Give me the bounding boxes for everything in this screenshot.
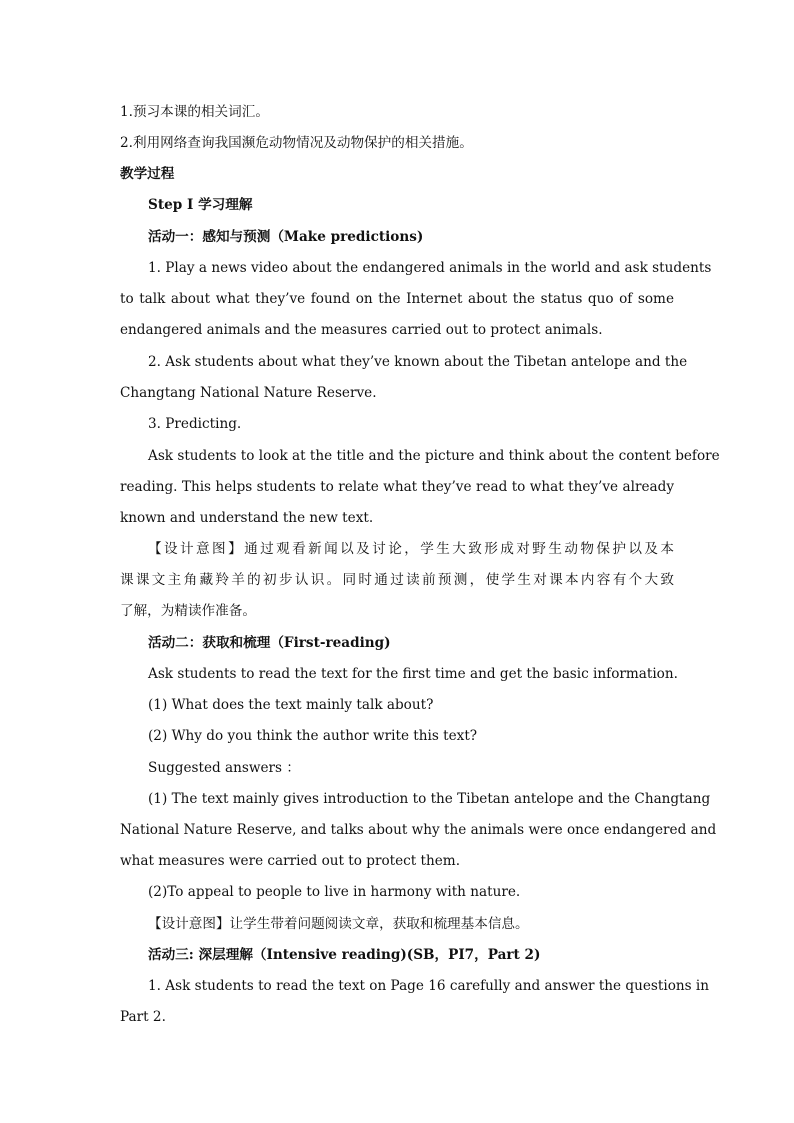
activity-2-answer-line: what measures were carried out to protect them.: [120, 853, 461, 869]
section-title: 教学过程: [120, 166, 175, 182]
activity-1-para-line: 3. Predicting.: [148, 416, 242, 432]
design-intent-1-line: 了解，为精读作准备。: [120, 603, 256, 619]
activity-3-para-line: 1. Ask students to read the text on Page 16 carefully and answer the questions in: [148, 978, 710, 994]
design-intent-1-line: 课课文主角藏羚羊的初步认识。同时通过读前预测，使学生对课本内容有个大致: [120, 572, 674, 588]
activity-2-answer-line: (1) The text mainly gives introduction to the Tibetan antelope and the Changtang: [148, 791, 711, 807]
activity-1-para-line: Changtang National Nature Reserve.: [120, 385, 377, 401]
activity-2-intro: Ask students to read the text for the first time and get the basic information.: [148, 666, 678, 682]
activity-1-para-line: 1. Play a news video about the endangered animals in the world and ask students: [148, 260, 712, 276]
activity-3-para-line: Part 2.: [120, 1009, 166, 1025]
activity-1-para-line: endangered animals and the measures carried out to protect animals.: [120, 322, 603, 338]
activity-1-title: 活动一：感知与预测（Make predictions): [148, 229, 424, 245]
activity-1-para-line: known and understand the new text.: [120, 510, 374, 526]
activity-1-para-line: 2. Ask students about what they’ve known about the Tibetan antelope and the: [148, 354, 688, 370]
activity-2-title: 活动二：获取和梳理（First-reading): [148, 635, 391, 651]
step-title: Step I 学习理解: [148, 197, 253, 213]
activity-1-para-line: Ask students to look at the title and the picture and think about the content before: [148, 448, 720, 464]
activity-2-answer-line: (2)To appeal to people to live in harmony with nature.: [148, 884, 521, 900]
design-intent-1-line: 【设计意图】通过观看新闻以及讨论，学生大致形成对野生动物保护以及本: [148, 541, 674, 557]
activity-2-question: (2) Why do you think the author write this text?: [148, 728, 478, 744]
activity-2-answer-line: National Nature Reserve, and talks about why the animals were once endangered and: [120, 822, 717, 838]
prep-item-2: 2.利用网络查询我国濒危动物情况及动物保护的相关措施。: [120, 135, 473, 151]
activity-1-para-line: reading. This helps students to relate what they’ve read to what they’ve already: [120, 479, 674, 495]
activity-2-question: (1) What does the text mainly talk about?: [148, 697, 434, 713]
activity-3-title: 活动三: 深层理解（Intensive reading)(SB，PI7，Part 2): [148, 947, 541, 963]
suggested-answers-label: Suggested answers ：: [148, 760, 300, 776]
prep-item-1: 1.预习本课的相关词汇。: [120, 104, 269, 120]
design-intent-2: 【设计意图】让学生带着问题阅读文章，获取和梳理基本信息。: [148, 916, 529, 932]
activity-1-para-line: to talk about what they’ve found on the Internet about the status quo of some: [120, 291, 674, 307]
